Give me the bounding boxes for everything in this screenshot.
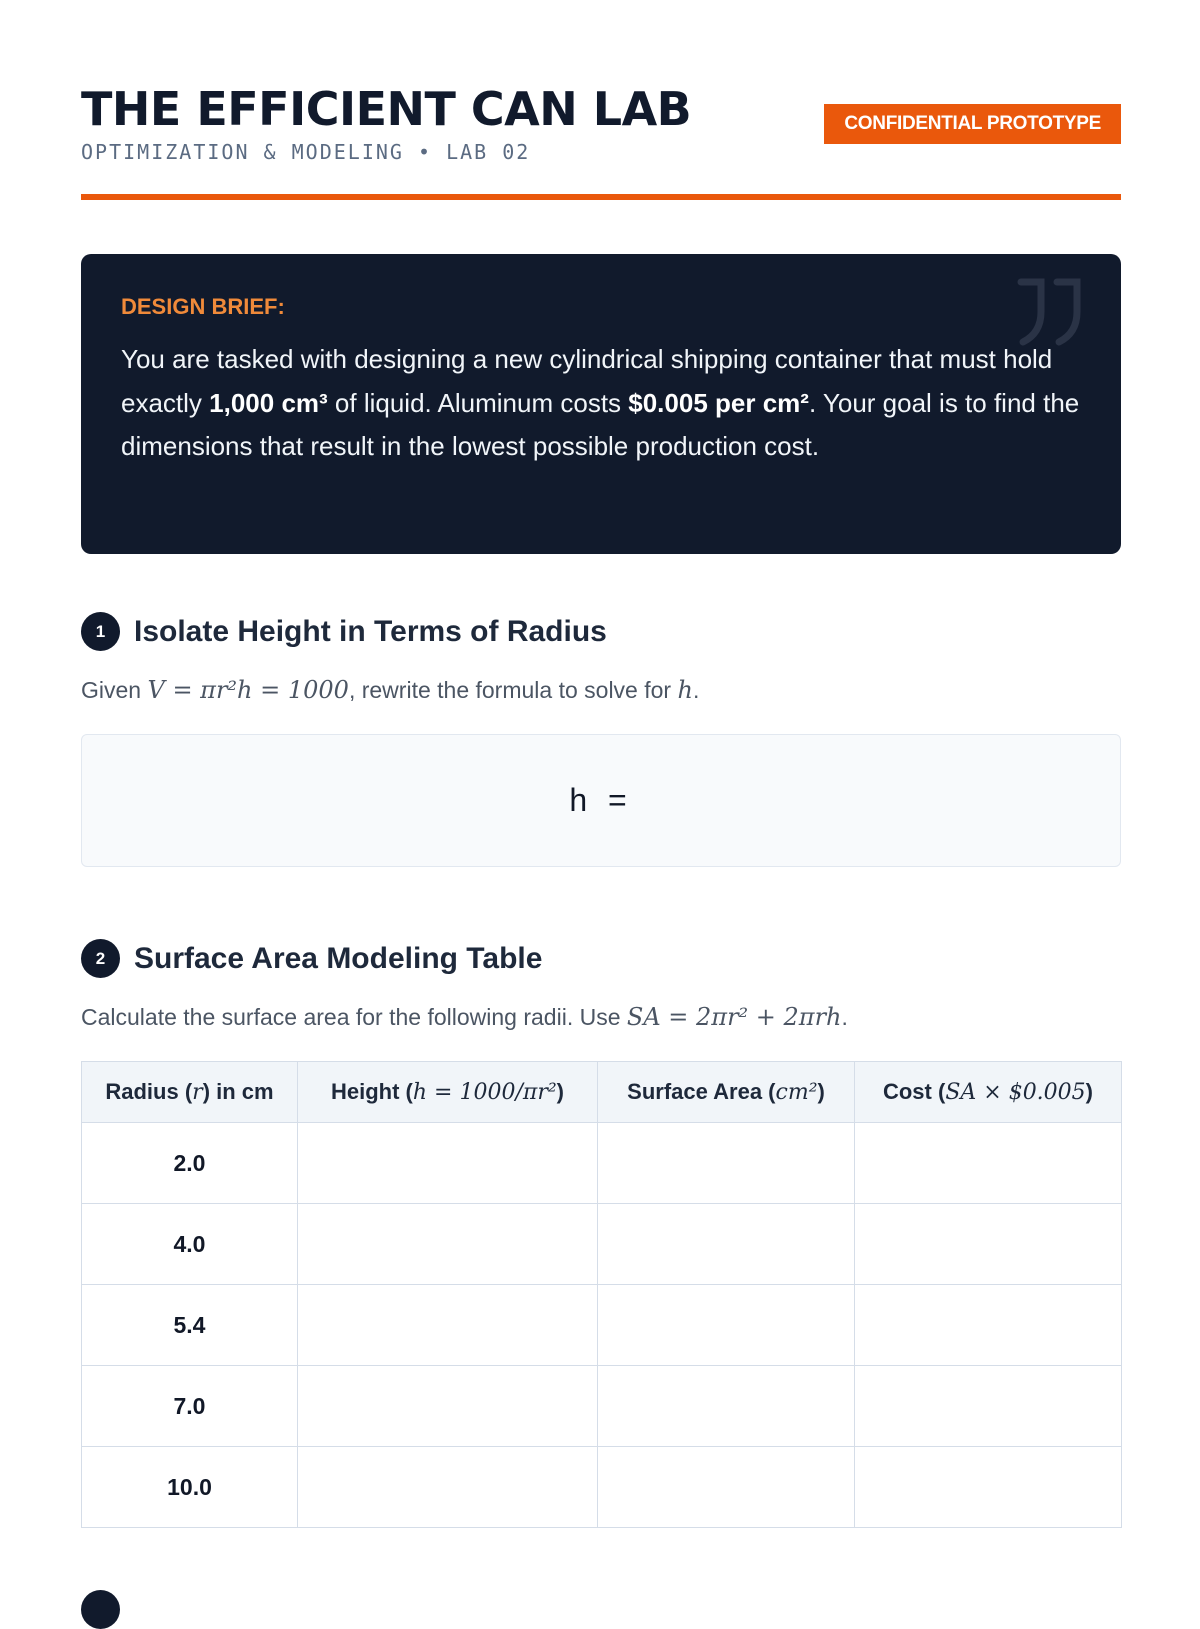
column-header-height: Height (h = 1000/πr²) — [298, 1062, 598, 1123]
height-variable: h — [677, 676, 693, 704]
radius-cell: 10.0 — [82, 1447, 298, 1528]
section-1-instructions — [81, 676, 699, 704]
section-2-heading — [81, 939, 542, 978]
section-2-instructions — [81, 1003, 848, 1031]
area-input-cell[interactable] — [598, 1447, 855, 1528]
column-header-cost: Cost (SA × $0.005) — [855, 1062, 1122, 1123]
section-number: 2 — [81, 939, 120, 978]
column-header-surface-area: Surface Area (cm²) — [598, 1062, 855, 1123]
design-brief-card — [81, 254, 1121, 554]
height-input-cell[interactable] — [298, 1285, 598, 1366]
radius-cell: 4.0 — [82, 1204, 298, 1285]
brief-text-part: . Your goal is to find the dimensions that result in the lowest possible production cost. — [121, 387, 1080, 461]
brief-text-part: of liquid. Aluminum costs — [327, 387, 629, 418]
confidential-badge: CONFIDENTIAL PROTOTYPE — [824, 104, 1121, 144]
section-number: 1 — [81, 612, 120, 651]
brief-text-part: You are tasked with designing a new cylindrical shipping container that must hold exactly — [121, 344, 1053, 418]
instruction-text: , rewrite the formula to solve for — [348, 677, 678, 703]
height-answer-box[interactable] — [81, 734, 1121, 867]
brief-text — [121, 338, 1081, 469]
table-row — [82, 1366, 1122, 1447]
section-1-heading — [81, 612, 607, 651]
instruction-text: Calculate the surface area for the following radii. Use — [81, 1004, 627, 1030]
instruction-text: . — [841, 1004, 848, 1030]
answer-label: h = — [569, 782, 633, 818]
height-input-cell[interactable] — [298, 1204, 598, 1285]
instruction-text: . — [692, 677, 700, 703]
cost-input-cell[interactable] — [855, 1123, 1122, 1204]
table-row — [82, 1123, 1122, 1204]
height-input-cell[interactable] — [298, 1447, 598, 1528]
brief-volume: 1,000 cm³ — [209, 387, 328, 418]
brief-label: DESIGN BRIEF: — [121, 294, 285, 319]
section-title: Isolate Height in Terms of Radius — [134, 614, 607, 648]
page-subtitle: OPTIMIZATION & MODELING • LAB 02 — [81, 140, 531, 164]
quote-icon — [1013, 272, 1091, 350]
table-row — [82, 1285, 1122, 1366]
radius-cell: 5.4 — [82, 1285, 298, 1366]
radius-cell: 2.0 — [82, 1123, 298, 1204]
height-input-cell[interactable] — [298, 1123, 598, 1204]
instruction-text: Given — [81, 677, 148, 703]
area-input-cell[interactable] — [598, 1204, 855, 1285]
cost-input-cell[interactable] — [855, 1447, 1122, 1528]
brief-price: $0.005 per cm² — [628, 387, 809, 418]
section-3-number-partial — [81, 1590, 120, 1629]
page-title: THE EFFICIENT CAN LAB — [81, 82, 692, 136]
volume-formula: V = πr²h = 1000 — [147, 676, 349, 704]
surface-area-formula: SA = 2πr² + 2πrh — [626, 1003, 842, 1031]
section-title: Surface Area Modeling Table — [134, 941, 543, 975]
column-header-radius: Radius (r) in cm — [82, 1062, 298, 1123]
area-input-cell[interactable] — [598, 1366, 855, 1447]
worksheet-page — [81, 0, 1121, 1500]
cost-input-cell[interactable] — [855, 1366, 1122, 1447]
header-divider — [81, 194, 1121, 200]
header — [81, 0, 1121, 200]
area-input-cell[interactable] — [598, 1123, 855, 1204]
table-row — [82, 1447, 1122, 1528]
table-row — [82, 1204, 1122, 1285]
table-header-row — [82, 1062, 1122, 1123]
surface-area-table — [81, 1061, 1122, 1528]
area-input-cell[interactable] — [598, 1285, 855, 1366]
cost-input-cell[interactable] — [855, 1204, 1122, 1285]
height-input-cell[interactable] — [298, 1366, 598, 1447]
radius-cell: 7.0 — [82, 1366, 298, 1447]
cost-input-cell[interactable] — [855, 1285, 1122, 1366]
